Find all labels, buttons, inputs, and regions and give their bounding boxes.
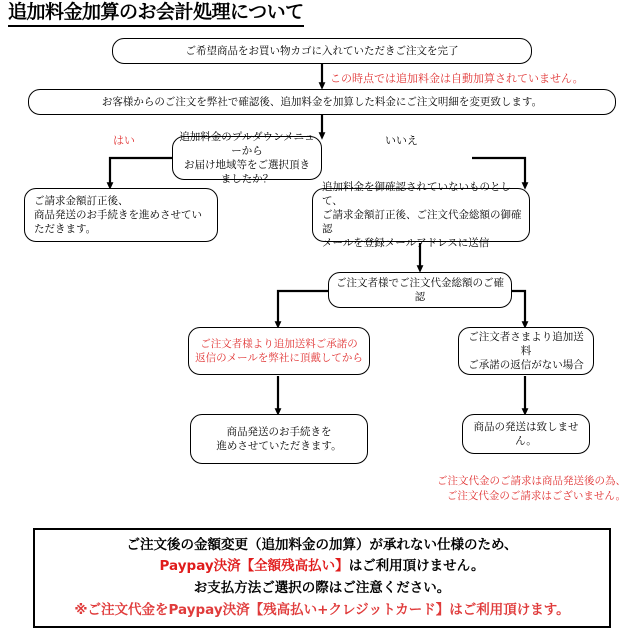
node-reply-received xyxy=(188,327,370,375)
footer-line-3: お支払方法ご選択の際はご注意ください。 xyxy=(193,580,451,596)
node-order-complete xyxy=(112,38,532,64)
footer-line-4: ※ご注文代金をPaypay決済【残高払い+クレジットカード】はご利用頂けます。 xyxy=(74,601,570,618)
auto-add-note: この時点では追加料金は自動加算されていません。 xyxy=(330,72,584,85)
node-ship-proceed-line-2: 進めさせていただきます。 xyxy=(216,440,342,452)
node-decision-pulldown xyxy=(172,130,322,186)
node-no-reply-line-1: ご注文者さまより追加送料 xyxy=(468,330,584,357)
node-ship-proceed-line-1: 商品発送のお手続きを xyxy=(226,425,332,438)
node-customer-confirm xyxy=(328,272,512,308)
node-yes-corrected xyxy=(24,188,218,242)
billing-note-line-2: ご注文代金のご請求はございません。 xyxy=(446,490,626,503)
node-ship-proceed xyxy=(190,414,368,464)
footer-line-2-rest: はご利用頂けません。 xyxy=(348,558,485,575)
node-reply-received-line-2: 返信のメールを弊社に頂戴してから xyxy=(195,352,363,364)
node-yes-corrected-line-2: 商品発送のお手続きを進めさせてい xyxy=(34,208,202,221)
billing-note-line-1: ご注文代金のご請求は商品発送後の為、 xyxy=(437,475,626,487)
page-title: 追加料金加算のお会計処理について xyxy=(8,2,304,27)
node-yes-corrected-line-1: ご請求金額訂正後、 xyxy=(34,194,129,207)
node-no-shipping-line-1: 商品の発送は致しません。 xyxy=(473,420,579,447)
billing-note xyxy=(437,474,626,504)
node-no-shipping xyxy=(462,414,590,454)
node-order-amended xyxy=(28,89,616,115)
node-no-email-sent-line-1: 追加料金を御確認されていないものとして、 xyxy=(322,180,511,207)
node-no-email-sent-line-3: メールを登録メールアドレスに送信 xyxy=(322,237,490,250)
node-no-reply-line-2: ご承諾の返信がない場合 xyxy=(468,359,584,372)
node-customer-confirm-line-1: ご注文者様でご注文代金総額のご確認 xyxy=(336,276,504,303)
node-yes-corrected-line-3: ただきます。 xyxy=(34,223,97,236)
node-no-email-sent xyxy=(312,180,530,250)
node-decision-line-1: 追加料金のプルダウンメニューから xyxy=(179,130,315,157)
footer-line-1: ご注文後の金額変更（追加料金の加算）が承れない仕様のため、 xyxy=(126,536,518,553)
branch-label-no: いいえ xyxy=(385,134,418,147)
node-order-complete-line-1: ご希望商品をお買い物カゴに入れていただきご注文を完了 xyxy=(185,44,459,57)
node-no-email-sent-line-2: ご請求金額訂正後、ご注文代金総額の御確認 xyxy=(322,208,522,236)
node-reply-received-line-1: ご注文者様より追加送料ご承諾の xyxy=(200,337,358,350)
footer-notice-box xyxy=(33,528,611,628)
footer-line-2-accent: Paypay決済【全額残高払い】 xyxy=(159,558,349,575)
footer-line-2 xyxy=(160,556,485,578)
node-no-reply xyxy=(458,327,594,375)
node-order-amended-line-1: お客様からのご注文を弊社で確認後、追加料金を加算した料金にご注文明細を変更致します。 xyxy=(101,95,543,108)
branch-label-yes: はい xyxy=(113,134,135,147)
node-decision-line-2: お届け地域等をご選択頂きましたか？ xyxy=(184,159,310,186)
